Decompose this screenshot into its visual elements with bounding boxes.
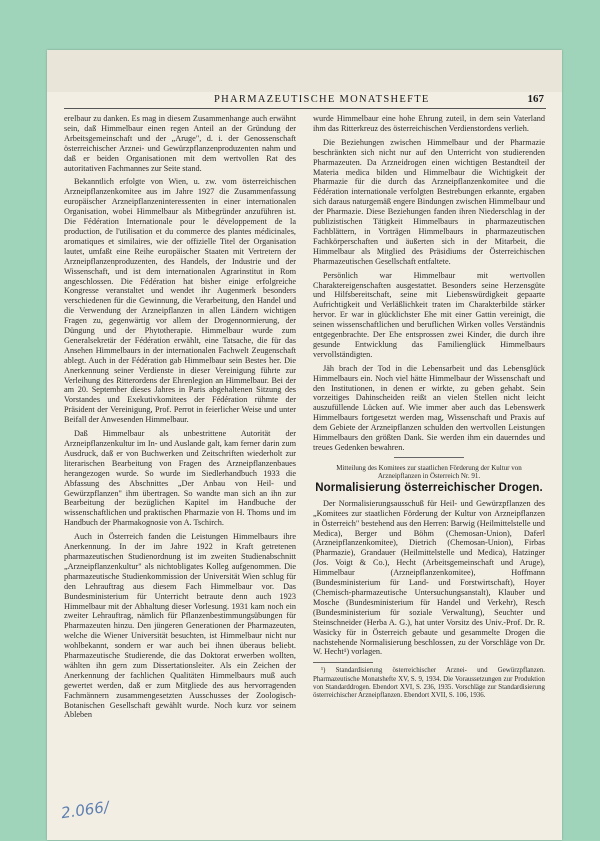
left-column [64, 114, 296, 724]
page-header [64, 92, 546, 108]
tape-strip [47, 50, 562, 92]
paragraph: erelbaur zu danken. Es mag in diesem Zusammenhange auch erwähnt sein, daß Himmelbaur einen regen Anteil an der Gründung der Arbeitsgemeinschaft und der „Aruge", d. i. der Genossenschaft österreichischer Arznei- und Gewürzpflanzenproduzenten nahm und daß er beiden Organisationen mit dem wertvollen Rat des autoritativen Fachmannes zur Seite stand. [64, 114, 296, 173]
section-divider [394, 457, 464, 458]
running-title: PHARMAZEUTISCHE MONATSHEFTE [214, 94, 430, 105]
paragraph: wurde Himmelbaur eine hohe Ehrung zuteil, in dem sein Vaterland ihm das Ritterkreuz des österreichischen Verdienstordens verlieh. [313, 114, 545, 133]
handwritten-number: 2.066/ [59, 797, 111, 823]
article-heading: Normalisierung österreichischer Drogen. [315, 481, 543, 494]
footnote: ¹) Standardisierung österreichischer Arznei- und Gewürzpflanzen. Pharmazeutische Monatshefte XV, S. 9, 1934. Die Voraussetzungen zur Produktion von Standarddrogen. Ebendort XVI, S. 236, 1935. Vorschläge zur Standardisierung österreichischer Arzneipflanzen. Ebendort XVII, S. 106, 1936. [313, 667, 545, 699]
page-number: 167 [527, 93, 544, 105]
paragraph: Jäh brach der Tod in die Lebensarbeit und das Lebensglück Himmelbaurs ein. Noch viel hätte Himmelbaur der Wissenschaft und den Institutionen, in denen er wirkte, zu geben gehabt. Sein vorzeitiges Dahinscheiden reißt an vielen Stellen nicht leicht auszufüllende Lücken auf. Wie immer aber auch das Lebenswerk Himmelbaurs fortgesetzt werden mag, Wissenschaft und Praxis auf dem Gebiete der Arzneipflanzen schulden den wertvollen Leistungen Himmelbaurs den größten Dank. Sie werden ihm ein dauerndes und treues Gedenken bewahren. [313, 363, 545, 452]
paragraph: Bekanntlich erfolgte von Wien, u. zw. vom österreichischen Arzneipflanzenkomitee aus im Jahre 1927 die Zusammenfassung europäischer Arzneipflanzeninteressenten in einer internationalen Organisation, wobei Himmelbaur als Mitbegründer anzuführen ist. Die Fédération Internationale pour le développement de la production, de l'utilisation et du commerce des plantes médicinales, aromatiques et similaires, wie der offizielle Titel der Organisation lautet, umfaßt eine Reihe europäischer Staaten mit Vertretern der Arzneipflanzenproduzenten, des Handels, der Industrie und der Wissenschaft, und ist dem internationalen Agrarinstitut in Rom angeschlossen. Die Fédération hat bisher einige erfolgreiche Kongresse veranstaltet und wendet ihr Augenmerk besonders verschiedenen für die Gewinnung, die Verarbeitung, den Handel und die Verwendung der Arzneipflanzen in allen Ländern wichtigen Fragen zu, gegenwärtig vor allem der Drogennormierung, der Düngung und der Phytotherapie. Himmelbaur wurde zum Generalsekretär der Fédération erwählt, eine Tatsache, die für das Ansehen Himmelbaurs in der internationalen Fachwelt Zeugenschaft ablegt. Auch in der Fédération gab Himmelbaur sein Bestes her. Die Anerkennung seiner Verdienste in dieser Vereinigung führte zur Verleihung des Ritterordens der Ehrenlegion an Himmelbaur. Bei der am 20. September dieses Jahres in Paris abgehaltenen Sitzung des Vorstandes und Exekutivkomitees der Fédération rühmte der Präsident der Vereinigung, Prof. Perrot in feierlicher Weise und unter Beifall der Anwesenden Himmelbaur. [64, 177, 296, 425]
paragraph: Die Beziehungen zwischen Himmelbaur und der Pharmazie beschränkten sich nicht nur auf den Unterricht von studierenden Pharmazeuten. Da Arzneidrogen einen wichtigen Bestandteil der Materia medica bilden und Himmelbaur die Wichtigkeit der Pharmazie für die durch das Arzneipflanzenkomitee und die Fédération internationale verfolgten Bestrebungen erkannte, ergaben sich daraus naturgemäß engere Bindungen zwischen Himmelbaur und der Pharmazie. Diese Beziehungen fanden ihren Niederschlag in der publizistischen Tätigkeit Himmelbaurs in pharmazeutischen Fachblättern, in Vorträgen Himmelbaurs in pharmazeutischen Fachkörperschaften und äußerten sich in der Mitarbeit, die Himmelbaur als Mitglied des Präsidiums der Österreichischen Pharmazeutischen Gesellschaft entfaltete. [313, 137, 545, 266]
header-rule [64, 108, 546, 109]
paragraph: Auch in Österreich fanden die Leistungen Himmelbaurs ihre Anerkennung. In der im Jahre 1922 in Kraft getretenen pharmazeutischen Studienordnung ist im zweiten Studienabschnitt „Arzneipflanzenkultur" als nichtobligates Kolleg aufgenommen. Die pharmazeutische Studienkommission der Universität Wien schlug für den Lehrauftrag aus diesem Fach Himmelbaur vor. Das Bundesministerium für Unterricht betraute denn auch 1923 Himmelbaur mit der Abhaltung dieser Vorlesung. 1931 kam noch ein zweiter Lehrauftrag, nämlich für Pflanzenbestimmungsübungen für Pharmazeuten hinzu. Den jüngeren Generationen der Pharmazeuten, welche die Wiener Universität besuchten, ist Himmelbaur nicht nur wohlbekannt, sondern er war auch bei ihnen überaus beliebt. Pharmazeutische Studierende, die das Doktorat erwerben wollten, wählten ihn gern zum Dissertationsleiter. Als ein Zeichen der Anerkennung der fachlichen Qualitäten Himmelbaurs muß auch gewertet werden, daß er zum Mitgliede des aus hervorragenden Fachmännern zusammengesetzten Ausschusses der Zoologisch-Botanischen Gesellschaft gewählt wurde. Noch kurz vor seinem Ableben [64, 532, 296, 720]
right-column [313, 114, 545, 700]
article-body: Der Normalisierungsausschuß für Heil- und Gewürzpflanzen des „Komitees zur staatlichen Förderung der Kultur von Arzneipflanzen in Österreich" bestehend aus den Herren: Barwig (Heilmittelstelle und Medica), Berger und Böhm (Chemosan-Union), Daferl (Arzneipflanzenkomitee), Dietrich (Chemosan-Union), Firbas (Pharmazie), Grandauer (Heilmittelstelle und Medica), Hatzinger (Jos. Voigt & Co.), Hecht (Arbeitsgemeinschaft und Aruge), Himmelbaur (Arzneipflanzenkomitee), Hoffmann (Bundesministerium für Land- und Forstwirtschaft), Hoyer (Chemisch-pharmazeutische Untersuchungsanstalt), Klauber und Mosche (Bundesministerium für Handel und Verkehr), Resch (Bundesministerium für soziale Verwaltung), Seuchter und Steinschneider (Herba A. G.), hat unter Vorsitz des Univ.-Prof. Dr. R. Wasicky für in Österreich gebaute und gesammelte Drogen die nachstehende Normalisierung beschlossen, zu der Vorschläge von Dr. W. Hecht¹) vorlagen. [313, 498, 546, 657]
paragraph: Daß Himmelbaur als unbestrittene Autorität der Arzneipflanzenkultur im In- und Auslande galt, kam ferner darin zum Ausdruck, daß er von Buchwerken und Zeitschriften wiederholt zur literarischen Bearbeitung von Fragen des Arzneipflanzenbaues herangezogen wurde. So wurde im Siedlerhandbuch 1933 die Abfassung des Abschnittes „Der Anbau von Heil- und Gewürzpflanzen" ihm übertragen. So wandte man sich an ihn zur Bearbeitung der bezüglichen Kapitel im Handbuche der wissenschaftlichen und praktischen Pharmazie von H. Thoms und im Handbuch der Pharmakognosie von A. Tschirch. [64, 429, 296, 528]
committee-notice: Mitteilung des Komitees zur staatlichen Förderung der Kultur von Arzneipflanzen in Österreich Nr. 91. [336, 463, 522, 481]
footnote-rule [313, 662, 373, 663]
paragraph: Persönlich war Himmelbaur mit wertvollen Charaktereigenschaften ausgestattet. Besonders seine Herzensgüte und Hilfsbereitschaft, seine mit Liebenswürdigkeit gepaarte Aufrichtigkeit und Verläßlichkeit traten im Charakterbilde stärker hervor. Er war in glücklichster Ehe mit einer Gattin vereinigt, die seinen wissenschaftlichen und beruflichen Wirken volles Verständnis entgegenbrachte. Der Ehe entsprossen zwei Kinder, die durch ihre gesunde Entwicklung das Familienglück Himmelbaurs vervollständigten. [313, 270, 545, 359]
